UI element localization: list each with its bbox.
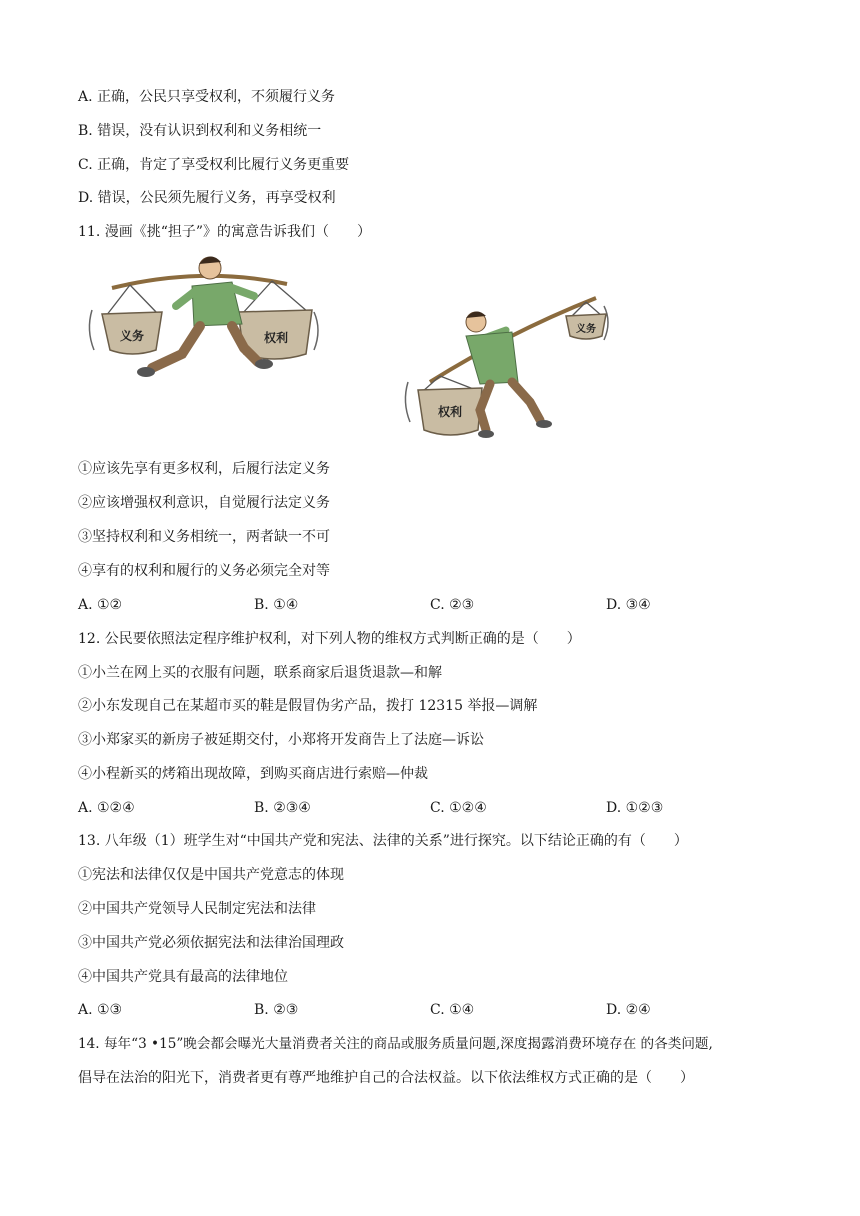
- q13-statement-4: ④中国共产党具有最高的法律地位: [78, 969, 288, 985]
- cartoon-carrying-pole-2: [400, 292, 620, 442]
- q11-choice-c: C. ②③: [430, 597, 475, 613]
- q10-option-c: C. 正确，肯定了享受权利比履行义务更重要: [78, 157, 350, 173]
- q10-option-d: D. 错误，公民须先履行义务，再享受权利: [78, 190, 336, 206]
- cartoon2-left-basket-label: 权利: [437, 405, 463, 419]
- q12-choice-a: A. ①②④: [78, 800, 135, 816]
- q12-choice-b: B. ②③④: [254, 800, 311, 816]
- q11-choice-b: B. ①④: [254, 597, 299, 613]
- q12-stem: 12. 公民要依照法定程序维护权利，对下列人物的维权方式判断正确的是（ ）: [78, 631, 581, 647]
- q10-option-b: B. 错误，没有认识到权利和义务相统一: [78, 123, 322, 139]
- q11-statement-4: ④享有的权利和履行的义务必须完全对等: [78, 563, 330, 579]
- cartoon-carrying-pole-1: [82, 250, 326, 392]
- q13-statement-2: ②中国共产党领导人民制定宪法和法律: [78, 901, 316, 917]
- q14-stem-line-2: 倡导在法治的阳光下，消费者更有尊严地维护自己的合法权益。以下依法维权方式正确的是（ ）: [78, 1070, 694, 1086]
- q13-choice-b: B. ②③: [254, 1002, 299, 1018]
- q12-statement-2: ②小东发现自己在某超市买的鞋是假冒伪劣产品，拨打 12315 举报—调解: [78, 698, 538, 714]
- q11-choice-a: A. ①②: [78, 597, 123, 613]
- q12-statement-3: ③小郑家买的新房子被延期交付，小郑将开发商告上了法庭—诉讼: [78, 732, 484, 748]
- q11-statement-2: ②应该增强权利意识，自觉履行法定义务: [78, 495, 330, 511]
- q10-option-a: A. 正确，公民只享受权利，不须履行义务: [78, 89, 336, 105]
- q12-statement-1: ①小兰在网上买的衣服有问题，联系商家后退货退款—和解: [78, 665, 442, 681]
- q12-choice-d: D. ①②③: [606, 800, 664, 816]
- q12-statement-4: ④小程新买的烤箱出现故障，到购买商店进行索赔—仲裁: [78, 766, 428, 782]
- q14-stem-line-1: 14. 每年“3 •15”晚会都会曝光大量消费者关注的商品或服务质量问题,深度揭露消费环境存在 的各类问题,: [78, 1036, 713, 1052]
- q11-statement-3: ③坚持权利和义务相统一，两者缺一不可: [78, 529, 330, 545]
- q11-choice-d: D. ③④: [606, 597, 651, 613]
- cartoon1-right-basket-label: 权利: [263, 331, 289, 345]
- q11-stem: 11. 漫画《挑“担子”》的寓意告诉我们（ ）: [78, 224, 372, 240]
- q12-choice-c: C. ①②④: [430, 800, 487, 816]
- q13-statement-1: ①宪法和法律仅仅是中国共产党意志的体现: [78, 867, 344, 883]
- q13-stem: 13. 八年级（1）班学生对“中国共产党和宪法、法律的关系”进行探究。以下结论正确的有（ ）: [78, 833, 688, 849]
- q13-choice-d: D. ②④: [606, 1002, 651, 1018]
- cartoon1-left-basket-label: 义务: [119, 329, 145, 343]
- q11-statement-1: ①应该先享有更多权利，后履行法定义务: [78, 461, 330, 477]
- q13-choice-c: C. ①④: [430, 1002, 475, 1018]
- q13-choice-a: A. ①③: [78, 1002, 123, 1018]
- cartoon2-right-basket-label: 义务: [576, 324, 596, 335]
- q13-statement-3: ③中国共产党必须依据宪法和法律治国理政: [78, 935, 344, 951]
